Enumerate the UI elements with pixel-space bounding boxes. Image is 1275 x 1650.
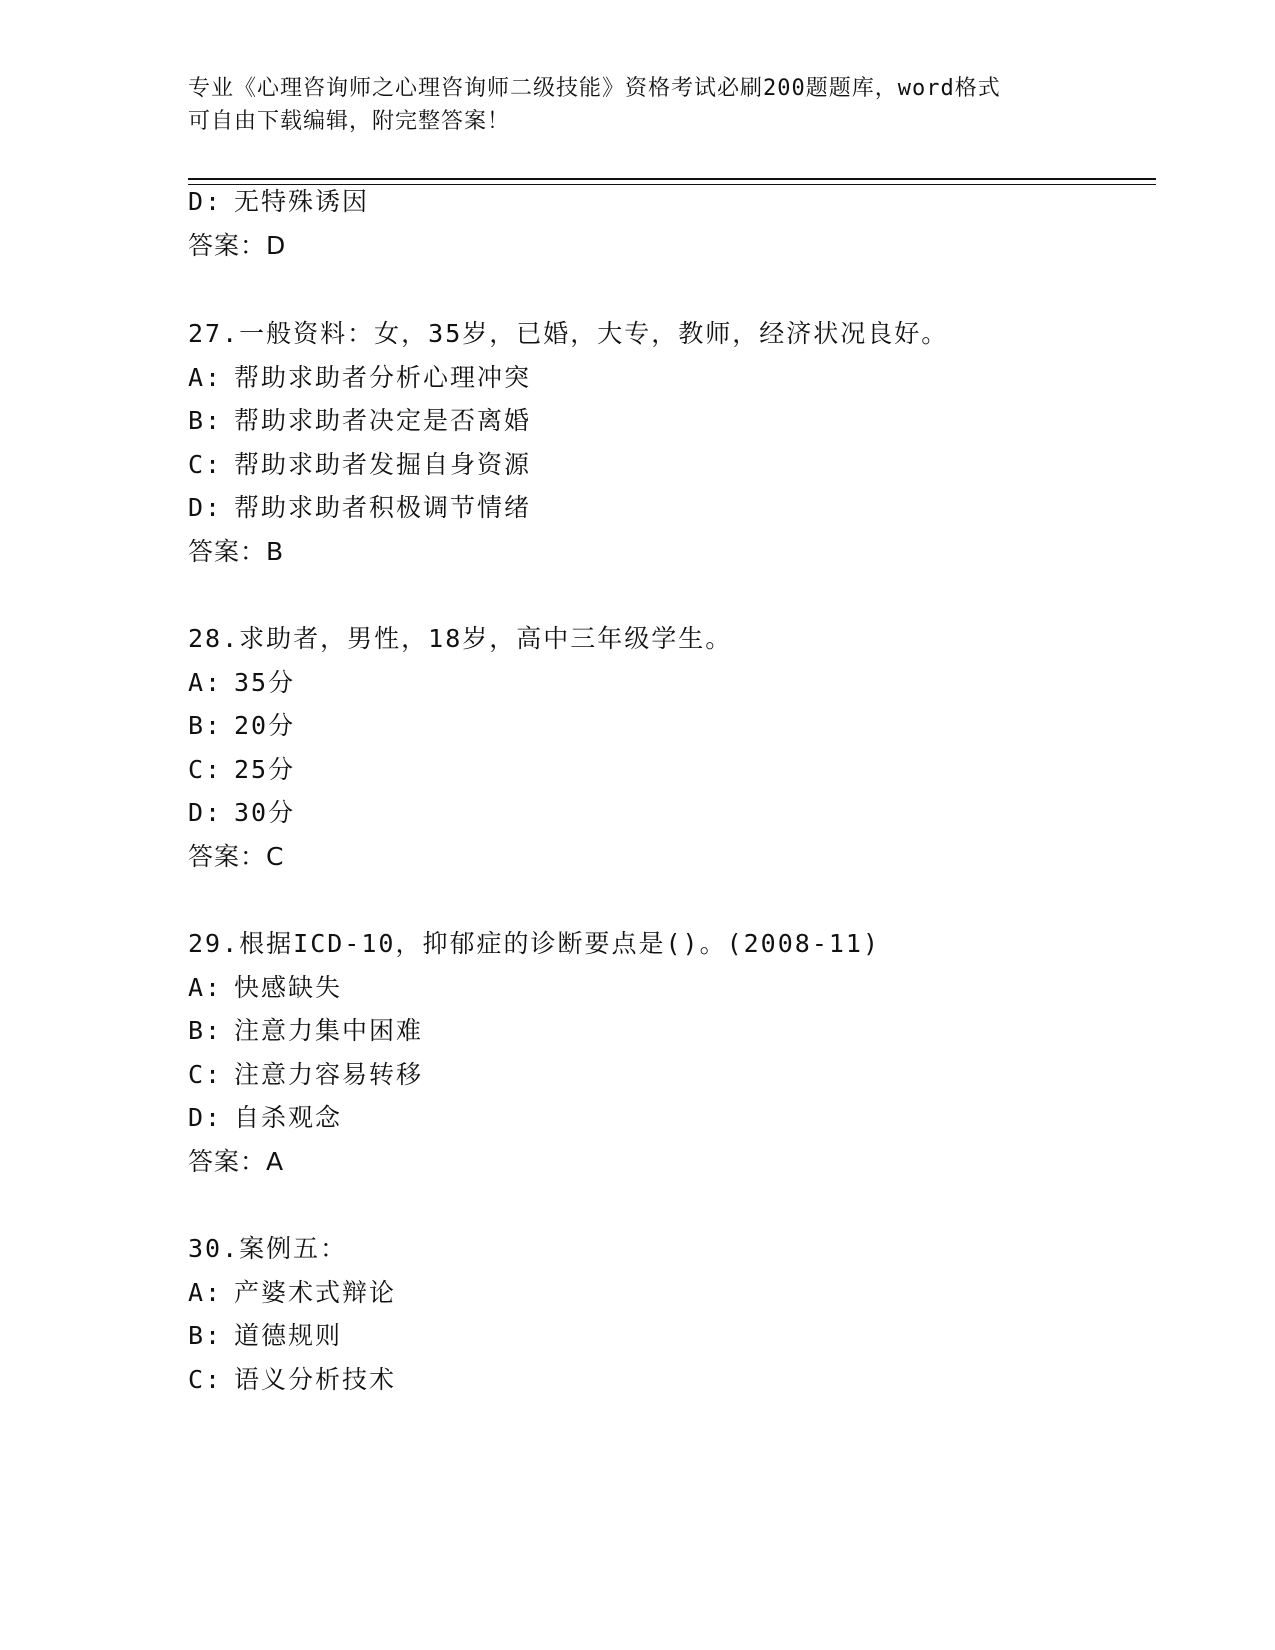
option-text: 注意力容易转移: [234, 1060, 424, 1089]
option-label: A:: [188, 363, 223, 392]
header-subtitle-line: 可自由下载编辑，附完整答案！: [188, 109, 511, 134]
option-label: A:: [188, 668, 223, 697]
answer-line: 答案：B: [188, 537, 285, 566]
question-stem: 29.根据ICD-10，抑郁症的诊断要点是()。(2008-11): [188, 929, 881, 958]
header-title-line: 专业《心理咨询师之心理咨询师二级技能》资格考试必刷200题题库，word格式: [188, 76, 1001, 101]
option-text: 20分: [234, 711, 296, 740]
answer-line: 答案：A: [188, 1147, 285, 1176]
option-line: [188, 405, 531, 437]
option-text: 帮助求助者发掘自身资源: [234, 450, 532, 479]
option-line: [188, 710, 295, 742]
option-line: [188, 362, 531, 394]
option-text: 35分: [234, 668, 296, 697]
option-text: 30分: [234, 798, 296, 827]
option-text: 帮助求助者分析心理冲突: [234, 363, 532, 392]
option-label: C:: [188, 755, 223, 784]
option-line: [188, 1364, 396, 1396]
option-text: 25分: [234, 755, 296, 784]
option-label: B:: [188, 1016, 223, 1045]
option-label: C:: [188, 450, 223, 479]
option-label: D:: [188, 187, 223, 216]
answer-line: 答案：D: [188, 231, 287, 260]
option-line: [188, 1015, 423, 1047]
option-label: B:: [188, 406, 223, 435]
option-line: [188, 449, 531, 481]
option-text: 产婆术式辩论: [234, 1278, 397, 1307]
option-line: [188, 1277, 396, 1309]
option-label: D:: [188, 798, 223, 827]
option-label: A:: [188, 973, 223, 1002]
option-line: [188, 667, 295, 699]
option-text: 注意力集中困难: [234, 1016, 424, 1045]
option-label: C:: [188, 1060, 223, 1089]
option-line: [188, 754, 295, 786]
option-text: 帮助求助者积极调节情绪: [234, 493, 532, 522]
option-label: D:: [188, 1103, 223, 1132]
option-text: 快感缺失: [234, 973, 343, 1002]
option-text: 帮助求助者决定是否离婚: [234, 406, 532, 435]
option-line: [188, 797, 295, 829]
header-divider: [188, 178, 1156, 185]
option-label: B:: [188, 711, 223, 740]
option-line: [188, 972, 342, 1004]
option-line: [188, 1320, 342, 1352]
option-text: 无特殊诱因: [234, 187, 370, 216]
option-label: C:: [188, 1365, 223, 1394]
question-stem: 28.求助者，男性，18岁，高中三年级学生。: [188, 624, 733, 653]
option-line: [188, 1102, 342, 1134]
answer-line: 答案：C: [188, 842, 285, 871]
option-label: A:: [188, 1278, 223, 1307]
document-header: [188, 72, 1088, 138]
option-line: [188, 186, 369, 218]
option-line: [188, 1059, 423, 1091]
option-text: 道德规则: [234, 1321, 343, 1350]
question-stem: 30.案例五：: [188, 1234, 348, 1263]
option-line: [188, 492, 531, 524]
option-text: 语义分析技术: [234, 1365, 397, 1394]
option-label: B:: [188, 1321, 223, 1350]
option-text: 自杀观念: [234, 1103, 343, 1132]
question-stem: 27.一般资料：女，35岁，已婚，大专，教师，经济状况良好。: [188, 319, 949, 348]
option-label: D:: [188, 493, 223, 522]
